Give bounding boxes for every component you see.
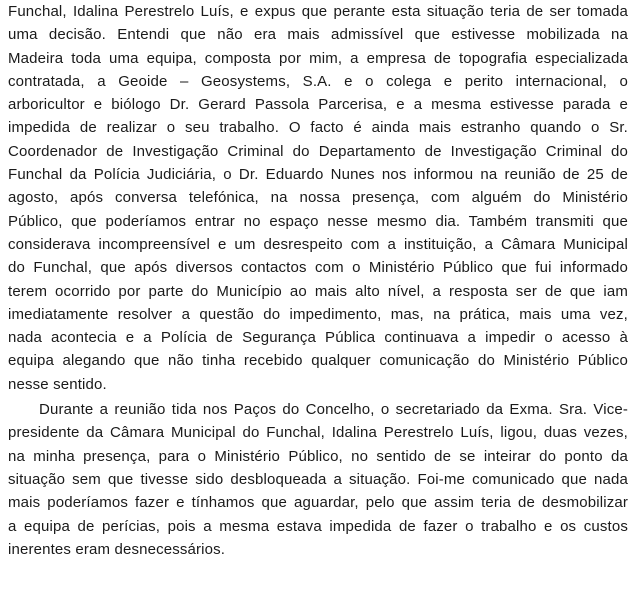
text-line: considerava incompreensível e um desrespeito com a instituição, a Câmara Municipal xyxy=(8,235,628,253)
text-line: Coordenador de Investigação Criminal do Departamento de Investigação Criminal do xyxy=(8,142,628,160)
text-line: agosto, após conversa telefónica, na nossa presença, com alguém do Ministério xyxy=(8,189,628,207)
text-line: contratada, a Geoide – Geosystems, S.A. e o colega e perito internacional, o xyxy=(8,72,628,90)
paragraph-1 xyxy=(8,0,628,396)
text-line: uma decisão. Entendi que não era mais admissível que estivesse mobilizada na xyxy=(8,26,628,44)
text-line: terem ocorrido por parte do Município ao mais alto nível, a resposta ser de que iam xyxy=(8,282,628,300)
paragraph-2 xyxy=(8,398,628,561)
text-line: nada acontecia e a Polícia de Segurança Pública continuava a impedir o acesso à xyxy=(8,329,628,347)
text-line: nesse sentido. xyxy=(8,375,107,393)
text-line: Público, que poderíamos entrar no espaço nesse mesmo dia. Também transmiti que xyxy=(8,212,628,230)
text-line: Funchal, Idalina Perestrelo Luís, e expus que perante esta situação teria de ser tomada xyxy=(8,3,628,20)
document-page xyxy=(8,0,628,561)
text-line: mais poderíamos fazer e tínhamos que aguardar, pelo que assim teria de desmobilizar xyxy=(8,494,628,512)
text-line: presidente da Câmara Municipal do Funchal, Idalina Perestrelo Luís, ligou, duas vezes, xyxy=(8,424,628,442)
text-line: arboricultor e biólogo Dr. Gerard Passola Parcerisa, e a mesma estivesse parada e xyxy=(8,96,628,114)
text-line: Funchal da Polícia Judiciária, o Dr. Eduardo Nunes nos informou na reunião de 25 de xyxy=(8,166,628,184)
text-line: impedida de realizar o seu trabalho. O facto é ainda mais estranho quando o Sr. xyxy=(8,119,628,137)
text-line: Durante a reunião tida nos Paços do Concelho, o secretariado da Exma. Sra. Vice- xyxy=(39,401,628,419)
text-line: do Funchal, que após diversos contactos com o Ministério Público que fui informado xyxy=(8,259,628,277)
text-line: imediatamente resolver a questão do impedimento, mas, na prática, mais uma vez, xyxy=(8,305,628,323)
text-line: inerentes eram desnecessários. xyxy=(8,540,226,558)
text-line: situação sem que tivesse sido desbloqueada a situação. Foi-me comunicado que nada xyxy=(8,470,628,488)
text-line: a equipa de perícias, pois a mesma estava impedida de fazer o trabalho e os custos xyxy=(8,517,628,535)
text-line: na minha presença, para o Ministério Público, no sentido de se inteirar do ponto da xyxy=(8,447,628,465)
text-line: Madeira toda uma equipa, composta por mim, a empresa de topografia especializada xyxy=(8,49,628,67)
text-line: equipa alegando que não tinha recebido qualquer comunicação do Ministério Público xyxy=(8,352,628,370)
